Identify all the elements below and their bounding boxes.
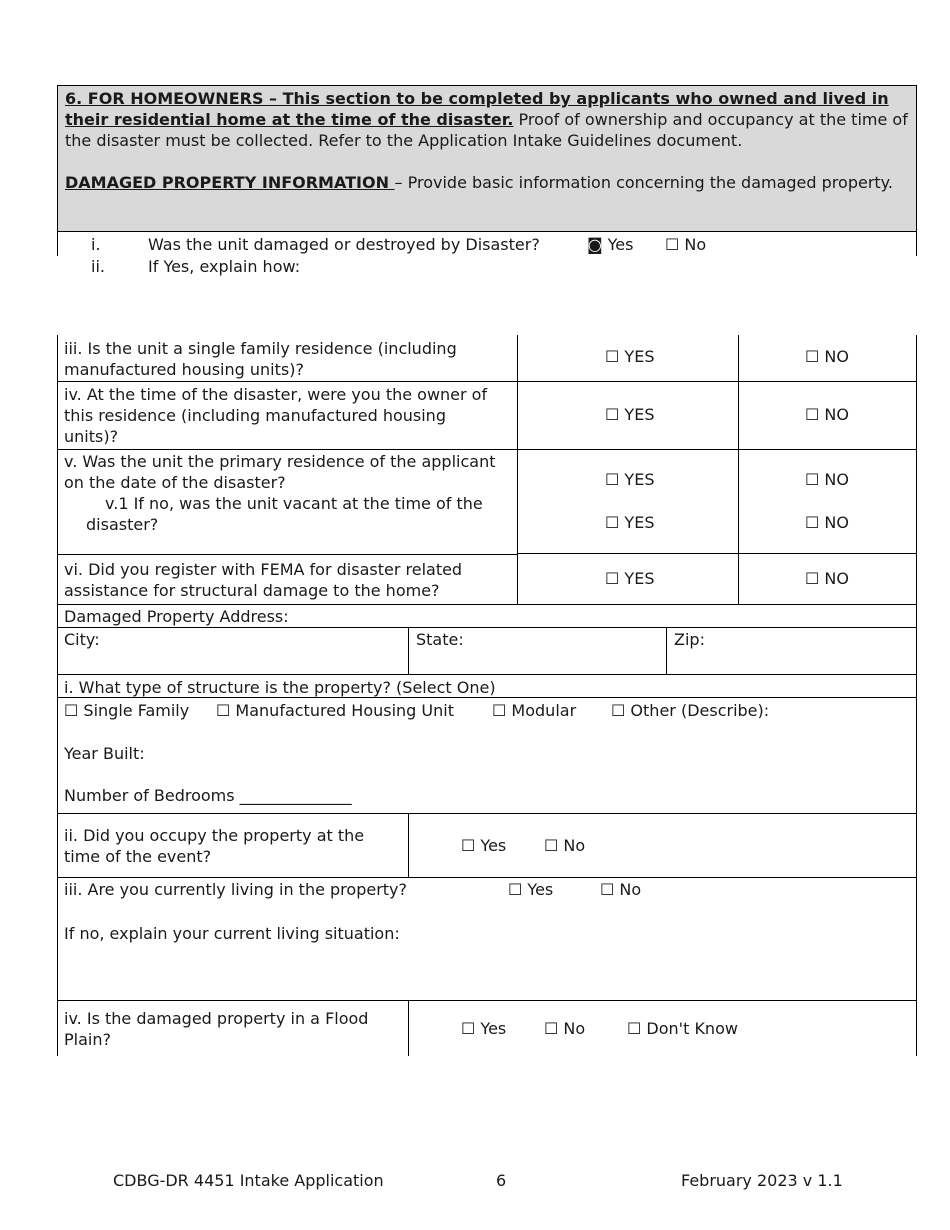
question-ii-text: If Yes, explain how: — [148, 257, 301, 276]
question-i-yes-checkbox[interactable]: ◙ Yes — [587, 235, 634, 254]
flood-no-checkbox[interactable]: ☐ No — [544, 1019, 586, 1038]
footer-document-title: CDBG-DR 4451 Intake Application — [113, 1171, 384, 1190]
single-family-checkbox[interactable]: ☐ Single Family — [64, 701, 190, 720]
damaged-property-label: DAMAGED PROPERTY INFORMATION — [65, 173, 395, 192]
question-i-no-checkbox[interactable]: ☐ No — [665, 235, 707, 254]
question-iv-text: iv. At the time of the disaster, were you the owner of this residence (including manufactured housing units)? — [64, 385, 488, 446]
question-ii-number: ii. — [91, 257, 105, 276]
occupy-yes-checkbox[interactable]: ☐ Yes — [461, 836, 507, 855]
question-v1-text: v.1 If no, was the unit vacant at the time of the disaster? — [86, 494, 483, 534]
question-iii-text: iii. Is the unit a single family residence (including manufactured housing units)? — [64, 339, 457, 379]
modular-checkbox[interactable]: ☐ Modular — [492, 701, 577, 720]
footer-version-date: February 2023 v 1.1 — [681, 1171, 843, 1190]
section-heading: 6. FOR HOMEOWNERS – This section to be completed by applicants who owned and lived in their residential home at the time of the disaster. — [65, 89, 889, 129]
number-of-bedrooms-field[interactable]: Number of Bedrooms ______________ — [64, 786, 352, 805]
question-iv-yes-checkbox[interactable]: ☐ YES — [605, 405, 655, 424]
footer-page-number: 6 — [496, 1171, 507, 1190]
year-built-field[interactable]: Year Built: — [64, 744, 145, 763]
living-yes-checkbox[interactable]: ☐ Yes — [508, 880, 554, 899]
question-iii-yes-checkbox[interactable]: ☐ YES — [605, 347, 655, 366]
living-no-checkbox[interactable]: ☐ No — [600, 880, 642, 899]
state-field[interactable]: State: — [416, 630, 464, 649]
flood-dont-know-checkbox[interactable]: ☐ Don't Know — [627, 1019, 738, 1038]
question-v-text: v. Was the unit the primary residence of the applicant on the date of the disaster? — [64, 452, 496, 492]
question-v1-yes-checkbox[interactable]: ☐ YES — [605, 513, 655, 532]
question-iii-no-checkbox[interactable]: ☐ NO — [805, 347, 849, 366]
question-i-text: Was the unit damaged or destroyed by Disaster? — [148, 235, 540, 254]
zip-field[interactable]: Zip: — [674, 630, 705, 649]
question-i-number: i. — [91, 235, 101, 254]
section-instructions: Proof of ownership and occupancy at the time of the disaster must be collected. Refer to the Application Intake Guidelines document. — [65, 110, 908, 150]
occupy-no-checkbox[interactable]: ☐ No — [544, 836, 586, 855]
flood-plain-question: iv. Is the damaged property in a Flood Plain? — [64, 1009, 369, 1049]
occupy-question: ii. Did you occupy the property at the time of the event? — [64, 826, 365, 866]
question-v-no-checkbox[interactable]: ☐ NO — [805, 470, 849, 489]
flood-yes-checkbox[interactable]: ☐ Yes — [461, 1019, 507, 1038]
question-v1-no-checkbox[interactable]: ☐ NO — [805, 513, 849, 532]
question-iv-no-checkbox[interactable]: ☐ NO — [805, 405, 849, 424]
city-field[interactable]: City: — [64, 630, 100, 649]
section-header — [57, 85, 917, 232]
living-explain-field[interactable]: If no, explain your current living situation: — [64, 924, 400, 943]
other-checkbox[interactable]: ☐ Other (Describe): — [611, 701, 770, 720]
structure-type-question: i. What type of structure is the property? (Select One) — [64, 678, 496, 697]
damaged-property-address-label: Damaged Property Address: — [64, 607, 289, 626]
question-v-yes-checkbox[interactable]: ☐ YES — [605, 470, 655, 489]
living-question: iii. Are you currently living in the property? — [64, 880, 407, 899]
question-vi-yes-checkbox[interactable]: ☐ YES — [605, 569, 655, 588]
question-vi-text: vi. Did you register with FEMA for disaster related assistance for structural damage to the home? — [64, 560, 463, 600]
manufactured-housing-checkbox[interactable]: ☐ Manufactured Housing Unit — [216, 701, 454, 720]
question-vi-no-checkbox[interactable]: ☐ NO — [805, 569, 849, 588]
damaged-property-instructions: – Provide basic information concerning the damaged property. — [394, 173, 893, 192]
